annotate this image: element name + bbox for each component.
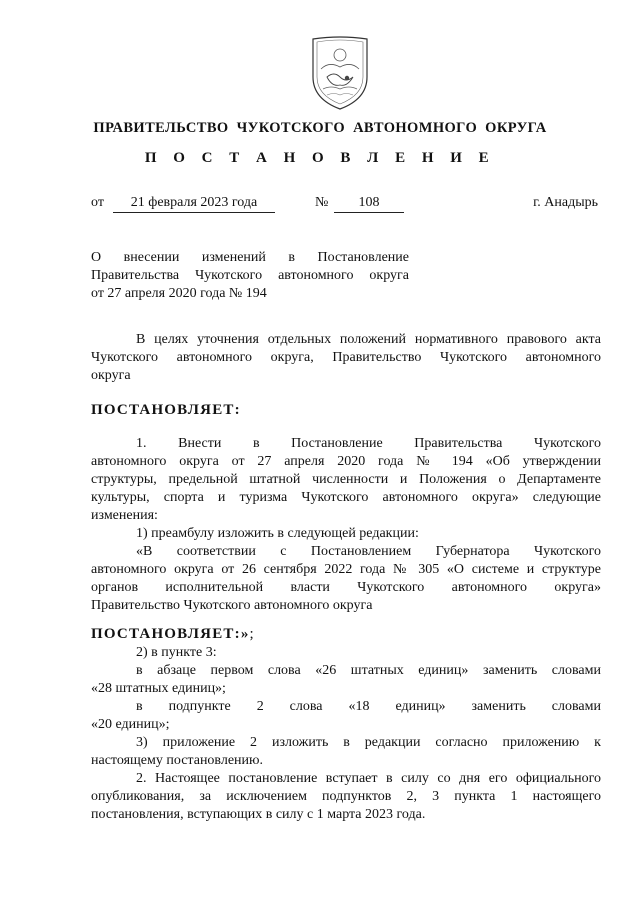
subject-line: О внесении изменений в Постановление: [91, 250, 409, 265]
body-line: органов исполнительной власти Чукотского автономного округа»: [91, 580, 601, 595]
item-1-block: [91, 435, 601, 615]
body-line: постановления, вступающих в силу с 1 марта 2023 года.: [91, 807, 426, 822]
number-label: №: [315, 195, 329, 210]
document-subject: [91, 248, 409, 302]
body-line: 2. Настоящее постановление вступает в силу со дня его официального: [136, 771, 601, 786]
body-line: Правительство Чукотского автономного округа: [91, 598, 373, 613]
quoted-heading-tail: ;: [249, 626, 254, 642]
item-2-block: [91, 644, 601, 824]
body-line: изменения:: [91, 508, 158, 523]
preamble-line: В целях уточнения отдельных положений нормативного правового акта: [136, 332, 601, 347]
body-line: опубликования, за исключением подпунктов 2, 3 пункта 1 настоящего: [91, 789, 601, 804]
body-line: «28 штатных единиц»;: [91, 681, 226, 696]
document-type-title: П О С Т А Н О В Л Е Н И Е: [144, 150, 496, 166]
coat-of-arms-emblem: [307, 33, 373, 113]
resolves-heading: ПОСТАНОВЛЯЕТ:: [91, 402, 241, 418]
body-line: структуры, предельной штатной численности и Положения о Департаменте: [91, 472, 601, 487]
date-prefix-label: от: [91, 195, 104, 210]
body-line: «20 единиц»;: [91, 717, 170, 732]
quoted-heading-bold: ПОСТАНОВЛЯЕТ:»: [91, 626, 250, 642]
body-line: 3) приложение 2 изложить в редакции согласно приложению к: [136, 735, 601, 750]
body-line: автономного округа от 27 апреля 2020 года № 194 «Об утверждении: [91, 454, 601, 469]
subject-line: от 27 апреля 2020 года № 194: [91, 286, 267, 301]
subject-line: Правительства Чукотского автономного округа: [91, 268, 409, 283]
city-label: г. Анадырь: [533, 195, 598, 210]
government-title: ПРАВИТЕЛЬСТВО ЧУКОТСКОГО АВТОНОМНОГО ОКРУГА: [93, 120, 547, 136]
preamble-paragraph: [91, 331, 601, 385]
quoted-resolves-heading: [91, 626, 254, 643]
body-line: «В соответствии с Постановлением Губернатора Чукотского: [136, 544, 601, 559]
preamble-line: округа: [91, 368, 131, 383]
body-line: 1) преамбулу изложить в следующей редакции:: [136, 526, 419, 541]
body-line: автономного округа от 26 сентября 2022 года № 305 «О системе и структуре: [91, 562, 601, 577]
preamble-line: Чукотского автономного округа, Правительство Чукотского автономного: [91, 350, 601, 365]
body-line: 2) в пункте 3:: [136, 645, 217, 660]
body-line: культуры, спорта и туризма Чукотского автономного округа» следующие: [91, 490, 601, 505]
body-line: настоящему постановлению.: [91, 753, 263, 768]
document-number: 108: [334, 194, 404, 213]
body-line: в подпункте 2 слова «18 единиц» заменить словами: [136, 699, 601, 714]
body-line: в абзаце первом слова «26 штатных единиц» заменить словами: [136, 663, 601, 678]
document-date: 21 февраля 2023 года: [113, 194, 275, 213]
body-line: 1. Внести в Постановление Правительства Чукотского: [136, 436, 601, 451]
